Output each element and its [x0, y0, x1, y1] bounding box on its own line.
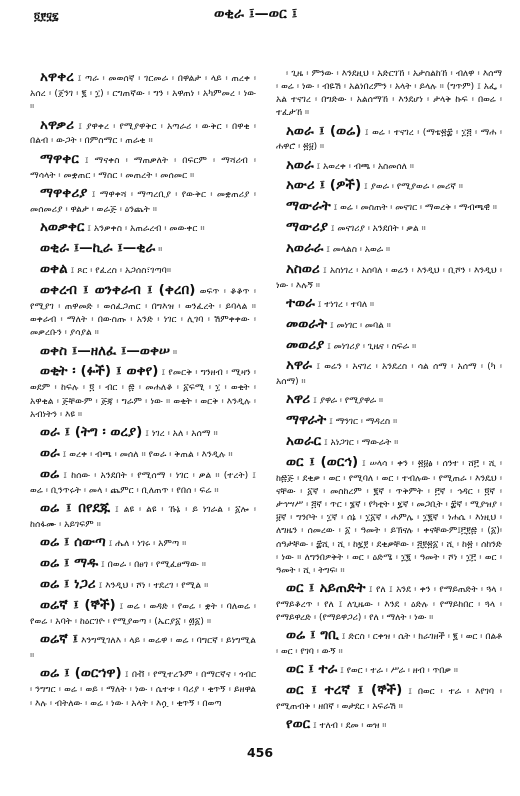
entry-headword: ወር ፤ አይጠድት	[286, 580, 366, 596]
dictionary-entry	[30, 239, 256, 259]
entry-headword: አዋሪ	[286, 391, 311, 408]
entry-headword: አውሪ ፤ (ዎች)	[286, 177, 362, 194]
entry-headword: መወራት	[286, 315, 328, 332]
page-code: ፬፻፶፯	[34, 10, 59, 23]
entry-definition: ወፍጥ ፡ ቆቆጥ ፡ የሚያገ ፡ ጠዋመድ ፡ ወሰፈጋጠር ፡ በግእዝ ፡ ወንፈረት ፡ ይባላል ። ወቀራብ ፡ ማለት ፡ በውስጡ ፡ አንድ ፡ ነገር ፡ ሊገባ ፡ ሽምቀቀው ፡ መቃረቡን ፡ ያሳያል ።	[30, 286, 256, 339]
entry-definition: ፤ ወሬን ፡ አናገረ ፡ አንደረስ ፡ ሳል ሰማ ፡ አሰማ ፡ (ካ ፡ አሰማ) ።	[276, 362, 502, 388]
entry-definition: ፤ ጣራ ፡ መወሰኛ ፡ ገርመራ ፡ በዋልታ ፡ ላይ ፡ ጠረቀ ፡ አሰረ ፡ (ጀንገ ፡ ፪ ፡ ፲) ፡ ርግጠኛው ፡ ግን ፡ አዋጠነ ፡ አካምመረ ፡ ነው ።	[30, 74, 256, 113]
entry-headword: ወቀስ ፤—ዘለፈ ፤—ወቀሠ	[40, 342, 170, 359]
entry-definition: ፤ ማዋቀሻ ፡ ማጣረቢያ ፡ የውቅር ፡ መቋጠሪያ ፡ መሰመሪያ ፡ ዋልታ ፡ ወራጅ ፡ ዕንጨት ።	[30, 189, 256, 215]
entry-definition: ፤ ሠላሳ ፡ ቀን ፡ ፳፱ፅ ፡ ሰንተ ፡ ሸ፫ ፡ ሺ ፡ ከ፷ጅ ፡ ደቂቃ ፡ ወር ፡ የሚባለ ፡ ወር ፡ ተብሉው ፡ የሚጠራ ፡ እንዴህ ፡ ናቸው ፡ ፩ኛ ፡ መስከረም ፡ ፪ኛ ፡ ጥቅምት ፡ ፫ኛ ፡ ኅዳር ፡ ፬ኛ ፡ ታኅሣሥ ፡ ፭ኛ ፡ ጥር ፡ ፮ኛ ፡ የካቲት ፡ ፯ኛ ፡ መጋቢት ፡ ፰ኛ ፡ ሚያዝያ ፡ ፱ኛ ፡ ግንቦት ፡ ፲ኛ ፡ ሰኔ ፡ ፲፩ኛ ፡ ሐምሌ ፡ ፲፪ኛ ፡ ነሐሴ ፡ እነዚህ ፡ ለግዜን ፡ ሰመረው ፡ ፩ ፡ ዓመት ፡ ይኽናሉ ፡ ቀናቸውም፤፫፻፷ ፡ (፩)፡ ሰዓታቸው ፡ ፰ሺ ፡ ሺ ፡ ከ፯፻ ፡ ደቂቃቸው ፡ ፭፻፳፩ ፡ ሺ ፡ ከ፳ ፡ ሰከንድ ፡ ነው ። ለግንበዎቅት ፡ ወር ፡ ዕድሜ ፡ ፲፪ ፡ ዓመት ፡ ሾነ ፡ ፲፫ ፡ ወር ፡ ዓመት ፡ ሺ ፡ ትግፍ፡ ።	[276, 458, 502, 576]
entry-headword: ተወራ	[286, 294, 315, 311]
entry-headword: ወሬ ፤ ሰውጣ	[40, 534, 106, 551]
entry-headword: መወሪያ	[286, 336, 325, 353]
entry-definition: ።	[172, 347, 178, 358]
dictionary-entry	[276, 260, 502, 293]
entry-definition: ፤ ጾር ፡ የፈረስ ፡ አጋሰስ፣ገጣባ።	[70, 265, 172, 276]
entry-definition: ፤ ወሬ ፡ ተናገረ ፡ (ማቴ፳፰ ፡ ፲፭ ፡ ማሐ ፡ ሐዋሮ ፡ ፳፱) ።	[276, 127, 503, 153]
entry-headword: ወሬ ፤ በየደጁ	[40, 500, 111, 517]
entry-definition: ፤ ነገረ ፡ አለ ፡ አሰማ ።	[145, 429, 218, 440]
dictionary-entry	[276, 156, 502, 176]
dictionary-entry	[30, 281, 256, 341]
dictionary-entry	[276, 122, 502, 155]
entry-headword: ወራ ፤ (ትግ ፡ ወረያ)	[40, 424, 143, 441]
entry-definition: ፤ ማናቀስ ፡ ማጠቃለት ፡ በፍርም ፡ ማሻሪብ ፡ ማሳላት ፡ መቋጠር ፡ ማስር ፡ መጠረት ፡ መሰመር ።	[30, 155, 256, 181]
dictionary-entry	[276, 432, 502, 452]
dictionary-entry	[276, 356, 502, 389]
running-head: ወቂራ ፤—ወር ፤	[214, 6, 298, 22]
dictionary-entry	[276, 176, 502, 196]
entry-definition: ፤ የወር ፡ ተራ ፡ ሥራ ፡ ዘብ ፡ ጥበቃ ።	[340, 666, 458, 677]
dictionary-entry	[30, 342, 256, 362]
entry-headword: አወራር	[286, 433, 322, 450]
entry-headword: ወሬኛ ፤	[40, 631, 79, 648]
dictionary-entry	[276, 660, 502, 680]
entry-headword: ወሬኛ ፤ (ኞች)	[40, 597, 116, 614]
dictionary-entry	[30, 260, 256, 280]
dictionary-entry	[276, 336, 502, 356]
left-column	[30, 68, 256, 712]
entry-definition: ፤ ወሬ ፡ ወዳድ ፡ የወሬ ፡ ቋት ፡ ባለወሬ ፡ የወሬ ፡ አባት ፡ ከዕርገዮ ፡ የሚያወጣ ፡ (ኤርያ፩ ፡ ፴፩) ።	[30, 602, 256, 627]
entry-headword: የወር	[286, 716, 311, 732]
dictionary-entry	[30, 554, 256, 574]
dictionary-entry	[30, 596, 256, 629]
dictionary-entry	[276, 390, 502, 410]
entry-headword: አወራራ	[286, 240, 324, 256]
dictionary-entry	[30, 423, 256, 443]
dictionary-entry	[30, 575, 256, 595]
dictionary-entry	[30, 444, 256, 464]
dictionary-entry	[30, 116, 256, 149]
entry-definition: ፤ አስነገረ ፡ አሰባለ ፡ ወሬን ፡ እንዲህ ፡ ቢሾን ፡ እንዲህ ፡ ነው ፡ እሉኝ ።	[276, 265, 502, 291]
entry-headword: ወቀል	[40, 260, 68, 277]
dictionary-entry	[276, 579, 502, 625]
entry-headword: አወራ	[286, 156, 314, 173]
entry-definition: ፤ ከሰው ፡ አንደበት ፡ የሚሰማ ፡ ነገር ፡ ቃል ። (ተረት) ፤ ወሬ ፡ ቢንጥሩት ፡ መላ ፡ ጨምር ፡ ቢለጠጥ ፡ የበሰ ፡ ፍሬ ።	[30, 471, 256, 496]
entry-headword: ማውሪያ	[286, 219, 329, 236]
entry-headword: ወሬ ፤ (ወርኀዋ)	[40, 665, 122, 682]
entry-definition: ፤ አንቃቀስ ፡ አጠራረብ ፡ መውቀር ።	[87, 224, 205, 235]
dictionary-entry	[276, 626, 502, 659]
entry-headword: ወር ፤ (ወርኅ)	[286, 453, 359, 470]
entry-definition: ፤ ሔለ ፡ ነገሩ ፡ አምጣ ።	[108, 539, 187, 550]
dictionary-entry	[276, 218, 502, 238]
dictionary-entry	[30, 533, 256, 553]
dictionary-entry	[276, 239, 502, 259]
entry-headword: አወራ ፤ (ወሬ)	[286, 122, 362, 139]
entry-definition: ፤ የለ ፤ አንደ ፡ ቀን ፡ የማይጠድት ፡ ጓላ ፡ የማይቆረጥ ፡ የለ ፤ ለጊዜው ፡ እንደ ፡ ዕድሉ ፡ የማይከበር ፡ ጓላ ፡ የማይዋረድ ፡ (የማይዋጋሪ) ፡ የለ ፡ ማለት ፡ ነው ።	[276, 585, 502, 623]
entry-headword: አስወሪ	[286, 260, 320, 277]
entry-definition: ፤ ተነገረ ፡ ተባለ ።	[317, 299, 375, 310]
entry-headword: ወሬ ፤ ማዱ	[40, 555, 99, 572]
entry-definition: እንግሚገለእ ፡ ላይ ፡ ወሬዋ ፡ ወሬ ፡ ባግርኛ ፡ ይነግሚል ።	[30, 636, 256, 662]
entry-headword: ማዋራት	[286, 412, 327, 429]
entry-headword: አዋቃሪ	[40, 116, 75, 133]
entry-definition: ፤ አነጋገር ፡ ማውራት ።	[323, 438, 399, 449]
entry-definition: ፡ ጊዜ ፡ ምንው ፡ እንደዚህ ፡ አድርገኸ ፡ አታስልከኸ ፡ ብለዋ ፡ እሰማ ፡ ወሬ ፡ ነው ፡ ብዬሽ ፡ አልነበረምን ፡ አላት ፡ ይላሉ ። (ግጥም) ፤ አፌ ፡ አል ተናገረ ፡ በግድው ፡ አልሰማኸ ፡ እንደሆነ ፡ ታላቅ ኩፍ ፡ በወሬ ፡ ተፈታኸ ።	[276, 69, 502, 119]
entry-definition: ፤ ያዋራ ፡ የሚያዋራ ።	[313, 396, 384, 407]
entry-definition: ፤ መነገሪያ ፡ ጊዜና ፡ ስፍራ ።	[327, 341, 417, 352]
entry-definition: ፤ በወር ፡ ተራ ፡ እየገባ ፡ የሚጠብቅ ፡ ዘበኛ ፡ ወታደር ፡ አፍራሽ ።	[276, 687, 502, 712]
entry-definition: ፤ መላልስ ፡ አወራ ።	[326, 245, 391, 255]
entry-headword: ማውራት	[286, 198, 331, 215]
entry-definition: ፤ አወረቀ ፡ ብጫ ፡ አስመሰለ ።	[316, 161, 414, 172]
dictionary-entry	[276, 197, 502, 217]
entry-definition: ፤ የመርቅ ፡ ግንዘብ ፡ ሚዛን ፡ ወደም ፡ ከፍሉ ፡ ፬ ፡ ብር ፡ ፷ ፡ መሐለቆ ፡ ፩ፍሚ ፡ ፲ ፡ ወቂት ፡ አዋቂል ፡ ጅቸውም ፡ ጅጃ ፡ ግራም ፡ ነው ። ወቂት ፡ ወርቅ ፡ እንዲሉ ፡ አብነትን ፡ እዩ ።	[30, 368, 256, 421]
entry-definition: ፤ በቭ ፡ የሚተረጉም ፡ በማርኛና ፡ ጎብር ፡ ንግግር ፡ ወሬ ፡ ወይ ፡ ማለት ፡ ነው ፡ ሴተቱ ፡ ባሪያ ፡ ቂጥኝ ፡ ይዘዋል ፡ እሉ ፡ ብትለው ፡ ወሬ ፡ ነው ፡ አላት ፡ እሷ ፡ ቂጥኝ ፡ በወጣ	[30, 670, 256, 709]
dictionary-entry	[276, 453, 502, 578]
entry-headword: ወቂት ፡ (ፉች) ፤ ወቀየ)	[40, 363, 159, 380]
entry-headword: ወራ	[40, 445, 60, 462]
dictionary-entry	[30, 184, 256, 217]
dictionary-entry	[276, 411, 502, 431]
entry-definition: ፤ ያዋቀረ ፡ የሚያዋቅር ፡ አጣራሪ ፡ ውቅር ፡ በዋቂ ፡ በልብ ፡ ውጋት ፡ በምስማር ፡ ጠራቂ ።	[30, 121, 256, 147]
entry-definition: ፤ ወረቀ ፡ ብጫ ፡ መሰለ ። የወራ ፡ ቅጠል ፡ እንዲሉ ።	[62, 450, 233, 461]
entry-definition: ፤ ማንገር ፡ ማዳረስ ።	[329, 417, 398, 428]
dictionary-entry	[30, 362, 256, 422]
page-number: 456	[246, 745, 274, 760]
entry-headword: ማዋቀሪያ	[40, 184, 88, 201]
entry-headword: አዋራ	[286, 357, 313, 374]
dictionary-entry	[30, 68, 256, 115]
entry-definition: ፤ በወራ ፡ በፀገ ፡ የሚፈፀማው ።	[101, 560, 207, 571]
entry-definition: ፤ ወሬ ፡ መስጠት ፡ መናገር ፡ ማወረቅ ፡ ማብጫዊ ።	[333, 203, 497, 214]
entry-definition: ፤ መነገር ፡ መባል ።	[329, 320, 391, 331]
dictionary-entry	[30, 150, 256, 183]
dictionary-entry	[276, 315, 502, 335]
dictionary-entry	[276, 715, 502, 735]
running-header	[0, 6, 520, 28]
entry-headword: ወር ፤ ተራ	[286, 661, 338, 678]
entry-headword: ወር ፤ ተረኛ ፤ (ኞች)	[286, 682, 403, 698]
entry-definition: ፤ ድርስ ፡ ርቀዝ ፡ ሴት ፡ ክራገዘች ፡ ፪ ፡ ወር ፡ በልቶ ፡ ወር ፡ የገባ ፡ ውኝ ።	[276, 632, 503, 657]
entry-headword: አዋቀረ	[40, 69, 74, 85]
entry-headword: ማዋቀር	[40, 150, 79, 167]
entry-definition: ፤ ያወራ ፡ የሚያወራ ፡ መሪኛ ።	[363, 182, 463, 193]
entry-headword: ወሬ	[40, 466, 60, 483]
entry-headword: ወቂራ ፤—ኪራ ፤—ቂራ	[40, 240, 156, 257]
dictionary-entry	[30, 664, 256, 711]
entry-headword: ወሬ ፤ ነጋሪ	[40, 576, 96, 593]
entry-definition: ፤ መናገሪያ ፡ አንደበት ፡ ቃል ።	[330, 224, 426, 235]
entry-definition: ።	[158, 245, 163, 256]
entry-definition: ፤ ልዩ ፡ ልዩ ፡ ኹኔ ፡ ይ ነገራል ፡ ፩ሎ ፡ ከሰፋሙ ፡ አይገፍም ።	[30, 505, 256, 531]
entry-headword: ወቀረብ ፤ ወንቀራብ ፤ (ቀረበ)	[40, 281, 196, 298]
dictionary-entry	[276, 681, 502, 714]
entry-definition: ፤ ተለብ ፡ ደመ ፡ ወዝ ።	[312, 721, 387, 731]
dictionary-entry	[30, 465, 256, 498]
entry-headword: አወቃቀር	[40, 219, 85, 236]
dictionary-entry	[30, 630, 256, 663]
entry-definition: ፤ እንዲህ ፡ ሾነ ፡ ተደረገ ፡ የሚል ።	[98, 581, 209, 592]
entry-headword: ወሬ ፤ ግቢ	[286, 627, 339, 644]
right-column	[276, 68, 502, 736]
dictionary-entry	[276, 68, 502, 121]
dictionary-entry	[30, 218, 256, 238]
dictionary-entry	[30, 499, 256, 532]
dictionary-entry	[276, 294, 502, 314]
